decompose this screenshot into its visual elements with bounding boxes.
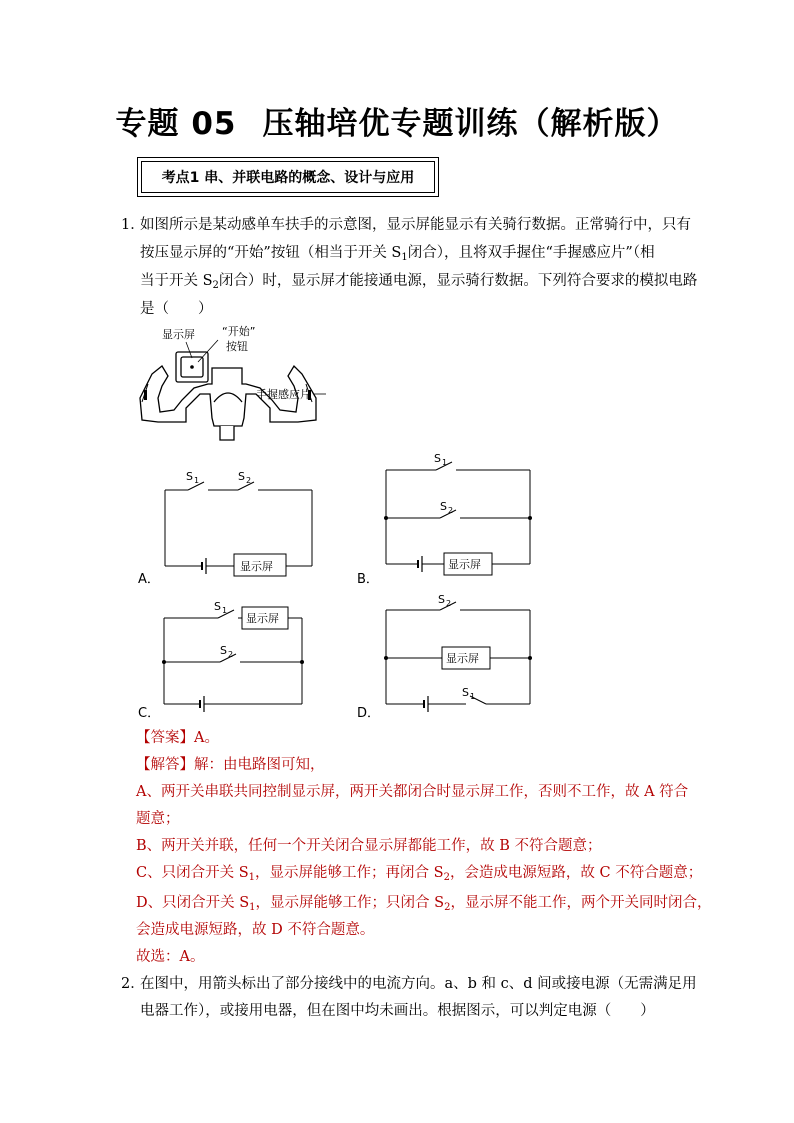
solution-line-5: C、只闭合开关 $S_1$，显示屏能够工作；再闭合 $S_2$，会造成电源短路，故 C 不符合题意； bbox=[136, 865, 703, 883]
q1-line-1: 如图所示是某动感单车扶手的示意图，显示屏能显示有关骑行数据。正常骑行中，只有 bbox=[140, 217, 691, 233]
answer-tag: 【答案】 bbox=[136, 730, 194, 746]
solution-line-1: 【解答】解：由电路图可知， bbox=[136, 757, 325, 773]
option-d[interactable]: D． bbox=[357, 706, 381, 721]
start-label-1: “开始” bbox=[222, 325, 256, 338]
svg-text:S: S bbox=[438, 593, 445, 606]
circuit-d bbox=[380, 592, 538, 714]
button-dot bbox=[190, 365, 194, 369]
display-label-b: 显示屏 bbox=[448, 558, 481, 571]
q1-line-3: 当于开关 $S_2$闭合）时，显示屏才能接通电源，显示骑行数据。下列符合要求的模拟电路 bbox=[140, 273, 698, 291]
solution-line-4: B、两开关并联，任何一个开关闭合显示屏都能工作，故 B 不符合题意； bbox=[136, 838, 602, 854]
topic-label: 考点1 串、并联电路的概念、设计与应用 bbox=[141, 161, 435, 193]
option-c[interactable]: C． bbox=[138, 706, 161, 721]
display-label-a: 显示屏 bbox=[240, 560, 273, 573]
svg-text:S: S bbox=[214, 600, 221, 613]
q2-number: 2． bbox=[121, 976, 145, 992]
option-b[interactable]: B． bbox=[357, 572, 379, 587]
svg-text:1: 1 bbox=[222, 606, 228, 615]
display-label-c: 显示屏 bbox=[246, 612, 279, 625]
q1-line-4: 是（ ） bbox=[140, 301, 213, 317]
svg-text:S: S bbox=[434, 452, 441, 465]
solution-line-3: 题意； bbox=[136, 811, 180, 827]
svg-text:S: S bbox=[238, 470, 245, 483]
svg-text:2: 2 bbox=[228, 650, 234, 659]
solution-line-7: 会造成电源短路，故 D 不符合题意。 bbox=[136, 922, 375, 938]
option-a[interactable]: A． bbox=[138, 572, 160, 587]
topic-box bbox=[137, 157, 439, 197]
solution-line-6: D、只闭合开关 $S_1$，显示屏能够工作；只闭合 $S_2$，显示屏不能工作，两个开关同时闭合， bbox=[136, 895, 712, 913]
svg-text:2: 2 bbox=[446, 599, 452, 608]
svg-text:2: 2 bbox=[448, 506, 454, 515]
svg-text:S: S bbox=[440, 500, 447, 513]
svg-text:1: 1 bbox=[442, 458, 448, 467]
solution-line-8: 故选：A。 bbox=[136, 949, 205, 965]
answer: 【答案】A。 bbox=[136, 730, 219, 746]
circuit-c bbox=[158, 598, 308, 716]
page-title: 专题 05 压轴培优专题训练（解析版） bbox=[115, 106, 679, 142]
q1-number: 1． bbox=[121, 217, 145, 233]
q1-line-2: 按压显示屏的“开始”按钮（相当于开关 $S_1$闭合），且将双手握住“手握感应片”（相 bbox=[140, 245, 655, 263]
svg-text:2: 2 bbox=[246, 476, 252, 485]
sensor-label: 手握感应片 bbox=[256, 388, 311, 401]
svg-text:S: S bbox=[220, 644, 227, 657]
svg-text:S: S bbox=[186, 470, 193, 483]
circuit-b bbox=[378, 452, 538, 577]
svg-text:S: S bbox=[462, 686, 469, 699]
q2-line-2: 电器工作），或接用电器，但在图中均未画出。根据图示，可以判定电源（ ） bbox=[140, 1003, 655, 1019]
q2-line-1: 在图中，用箭头标出了部分接线中的电流方向。a、b 和 c、d 间或接电源（无需满足用 bbox=[140, 976, 697, 992]
start-label-2: 按钮 bbox=[226, 340, 248, 353]
solution-line-2: A、两开关串联共同控制显示屏，两开关都闭合时显示屏工作，否则不工作，故 A 符合 bbox=[136, 784, 689, 800]
svg-text:1: 1 bbox=[194, 476, 200, 485]
handlebar-figure bbox=[130, 322, 330, 447]
display-label-d: 显示屏 bbox=[446, 652, 479, 665]
circuit-a bbox=[160, 466, 320, 578]
svg-text:1: 1 bbox=[470, 692, 476, 701]
screen-label: 显示屏 bbox=[162, 328, 195, 341]
